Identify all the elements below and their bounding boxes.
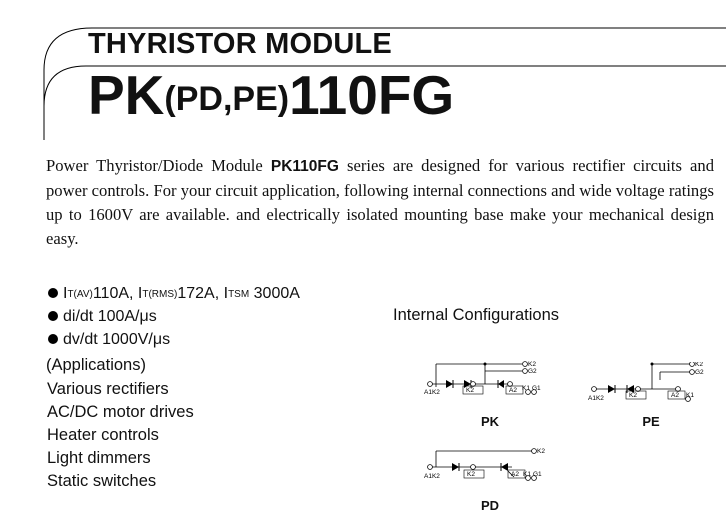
bullet-icon (48, 311, 58, 321)
pe-pin-a2-box: A2 (671, 392, 679, 399)
model-prefix: PK (88, 64, 165, 126)
feature-dvdt (48, 331, 170, 349)
pk-pin-k1: K1 (522, 385, 530, 392)
pd-pin-a1k2: A1K2 (424, 473, 440, 480)
pk-pin-a2-box: A2 (509, 387, 517, 394)
it-av-sub: T(AV) (67, 289, 93, 300)
pk-pin-a1k2: A1K2 (424, 389, 440, 396)
intro-model: PK110FG (270, 158, 339, 175)
pd-pin-k2: K2 (537, 448, 545, 455)
feature-ratings (48, 285, 300, 303)
intro-text-before: Power Thyristor/Diode Module (46, 156, 271, 175)
model-title (88, 64, 455, 126)
pe-label: PE (642, 414, 660, 429)
pd-pin-g1: G1 (533, 471, 542, 478)
application-item: Static switches (47, 472, 157, 490)
pe-circuit-diagram (586, 362, 711, 412)
pk-circuit-diagram (422, 357, 547, 407)
it-rms-symbol: I (137, 285, 143, 302)
itsm-symbol: I (223, 285, 229, 302)
it-av-symbol: I (63, 285, 68, 302)
pd-circuit-diagram (422, 446, 547, 488)
pe-pin-k1: K1 (686, 392, 694, 399)
dvdt-text: dv/dt 1000V/μs (63, 331, 171, 348)
pd-label: PD (480, 498, 500, 513)
application-item: Heater controls (47, 426, 159, 444)
model-variants: (PD,PE) (164, 80, 290, 118)
application-item: Various rectifiers (47, 380, 169, 398)
model-number: 110FG (289, 64, 455, 126)
pe-pin-k2-box: K2 (629, 392, 637, 399)
bullet-icon (48, 288, 58, 298)
bullet-icon (48, 334, 58, 344)
applications-heading: (Applications) (46, 356, 146, 374)
pe-pin-a1k2: A1K2 (588, 395, 604, 402)
pk-pin-g2: G2 (528, 368, 537, 375)
application-item: Light dimmers (47, 449, 151, 467)
pk-pin-k2-box: K2 (466, 387, 474, 394)
it-av-value: 110A, (92, 285, 134, 302)
pk-pin-k2: K2 (528, 361, 536, 368)
feature-didt (48, 308, 157, 326)
pd-pin-k2-box: K2 (467, 471, 475, 478)
intro-text-after: series are designed for various rectifier circuits and power controls. For your circuit application, following internal connections and wide voltage ratings up to 1600V are available. and electrically isolated mounting base make your mechanical design easy. (46, 156, 714, 248)
intro-paragraph (46, 154, 714, 251)
itsm-value: 3000A (253, 285, 300, 302)
it-rms-sub: T(RMS) (142, 289, 178, 300)
itsm-sub: TSM (228, 289, 250, 300)
configurations-title: Internal Configurations (393, 306, 560, 324)
pd-pin-a2-box: A2 (511, 471, 519, 478)
pe-pin-k2: K2 (695, 362, 703, 368)
application-item: AC/DC motor drives (47, 403, 194, 421)
series-label: THYRISTOR MODULE (88, 28, 392, 60)
pk-pin-g1: G1 (532, 385, 541, 392)
pk-label: PK (480, 414, 500, 429)
pd-pin-k1: K1 (523, 471, 531, 478)
didt-text: di/dt 100A/μs (63, 308, 157, 325)
pe-pin-g2: G2 (695, 369, 704, 376)
it-rms-value: 172A, (177, 285, 220, 302)
